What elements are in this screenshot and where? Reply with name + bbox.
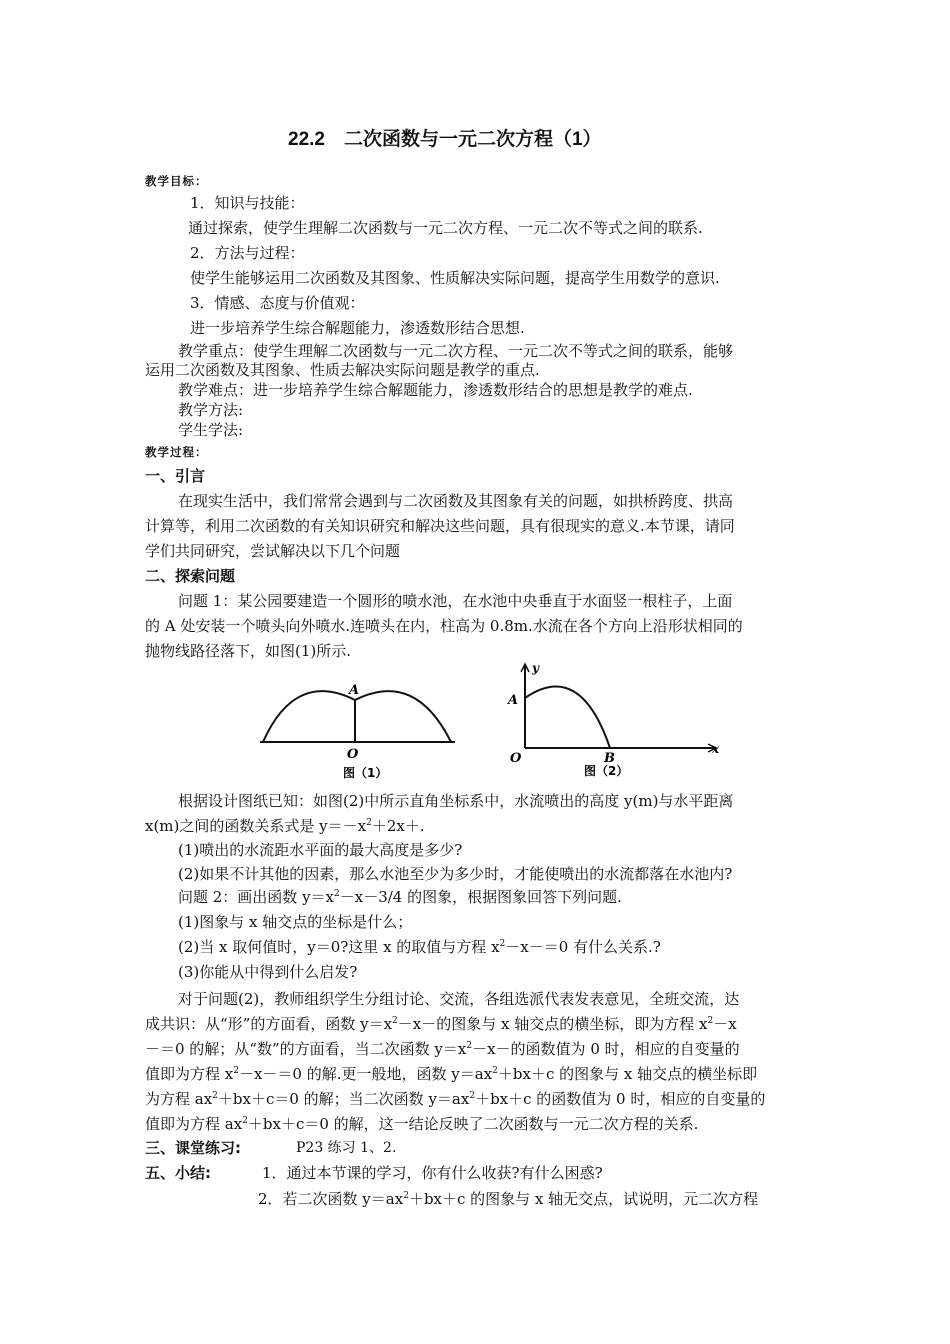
section-5-heading: 五、小结: bbox=[145, 1164, 211, 1182]
reading-line-1: 根据设计图纸已知：如图(2)中所示直角坐标系中，水流喷出的高度 y(m)与水平距离 bbox=[178, 792, 734, 810]
question-1-1: (1)喷出的水流距水平面的最大高度是多少? bbox=[178, 841, 463, 859]
key-point-line-2: 运用二次函数及其图象、性质去解决实际问题是教学的重点. bbox=[145, 361, 540, 379]
fig2-parabola bbox=[525, 687, 610, 748]
problem-2-line: 问题 2：画出函数 $y=x^2-x-3/4$ 的图象，根据图象回答下列问题. bbox=[178, 888, 622, 906]
problem-1-line-2: 的 A 处安装一个喷头向外喷水.连喷头在内，柱高为 0.8m.水流在各个方向上沿形状相同的 bbox=[145, 617, 743, 635]
discussion-line-1: 对于问题(2)，教师组织学生分组讨论、交流，各组选派代表发表意见，全班交流，达 bbox=[178, 990, 740, 1008]
goal-1-heading: 1．知识与技能： bbox=[190, 194, 305, 212]
goal-2-heading: 2．方法与过程： bbox=[190, 244, 305, 262]
goal-2-text: 使学生能够运用二次函数及其图象、性质解决实际问题，提高学生用数学的意识. bbox=[190, 269, 720, 287]
reading-line-2: x(m)之间的函数关系式是 $y=-x^2+2x+$. bbox=[145, 817, 425, 835]
discussion-line-2: 成共识：从“形”的方面看，函数 $y=x^2-x-$的图象与 x 轴交点的横坐标，即为方程 $x^2-x$ bbox=[145, 1015, 737, 1033]
discussion-line-3: －＝0 的解；从“数”的方面看，当二次函数 $y=x^2-x-$的函数值为 0 时，相应的自变量的 bbox=[145, 1040, 740, 1058]
goal-1-text: 通过探索，使学生理解二次函数与一元二次方程、一元二次不等式之间的联系. bbox=[188, 219, 703, 237]
fig1-label-a: A bbox=[349, 683, 360, 698]
problem-1-line-3: 抛物线路径落下，如图(1)所示. bbox=[145, 642, 352, 660]
section-1-heading: 一、引言 bbox=[145, 467, 206, 485]
fig2-label-o: O bbox=[510, 751, 522, 766]
page-title: 22.2 二次函数与一元二次方程（1） bbox=[288, 129, 602, 150]
discussion-line-4: 值即为方程 $x^2-x-=0$ 的解.更一般地，函数 $y=ax^2+bx+c$ 的图象与 x 轴交点的横坐标即 bbox=[145, 1065, 758, 1083]
difficulty-point: 教学难点：进一步培养学生综合解题能力，渗透数形结合的思想是教学的难点. bbox=[178, 381, 693, 399]
discussion-line-5: 为方程 $ax^2+bx+c=0$ 的解；当二次函数 $y=ax^2+bx+c$ 的函数值为 0 时，相应的自变量的 bbox=[145, 1090, 766, 1108]
summary-item-2: 2．若二次函数 $y=ax^2+bx+c$ 的图象与 x 轴无交点，试说明，元二次方程 bbox=[258, 1190, 759, 1208]
fig2-caption: 图（2） bbox=[584, 764, 629, 778]
intro-line-1: 在现实生活中，我们常常会遇到与二次函数及其图象有关的问题，如拱桥跨度、拱高 bbox=[178, 492, 734, 510]
fig2-label-b: B bbox=[604, 751, 615, 766]
question-2-3: (3)你能从中得到什么启发? bbox=[178, 963, 358, 981]
goals-label: 教学目标： bbox=[145, 174, 208, 188]
section-2-heading: 二、探索问题 bbox=[145, 567, 236, 585]
process-label: 教学过程： bbox=[145, 445, 208, 459]
figure-2 bbox=[500, 660, 730, 785]
fig1-right-arc bbox=[355, 691, 451, 742]
question-2-1: (1)图象与 x 轴交点的坐标是什么； bbox=[178, 913, 413, 931]
key-point-line-1: 教学重点：使学生理解二次函数与一元二次方程、一元二次不等式之间的联系，能够 bbox=[178, 342, 734, 360]
fig1-label-o: O bbox=[347, 747, 359, 762]
fig2-label-y: y bbox=[532, 661, 539, 675]
intro-line-3: 学们共同研究，尝试解决以下几个问题 bbox=[145, 542, 401, 560]
problem-1-line-1: 问题 1：某公园要建造一个圆形的喷水池，在水池中央垂直于水面竖一根柱子，上面 bbox=[178, 592, 733, 610]
discussion-line-6: 值即为方程 $ax^2+bx+c=0$ 的解，这一结论反映了二次函数与一元二次方程的关系. bbox=[145, 1115, 699, 1133]
section-3-heading: 三、课堂练习: bbox=[145, 1139, 241, 1157]
teaching-method: 教学方法: bbox=[178, 401, 244, 419]
question-1-2: (2)如果不计其他的因素，那么水池至少为多少时，才能使喷出的水流都落在水池内? bbox=[178, 865, 733, 883]
intro-line-2: 计算等，利用二次函数的有关知识研究和解决这些问题，具有很现实的意义.本节课，请同 bbox=[145, 517, 735, 535]
goal-3-heading: 3．情感、态度与价值观： bbox=[190, 294, 365, 312]
study-method: 学生学法: bbox=[178, 421, 244, 439]
fig1-caption: 图（1） bbox=[343, 766, 388, 780]
fig1-left-arc bbox=[263, 691, 355, 742]
question-2-2: (2)当 x 取何值时，y＝0?这里 x 的取值与方程 $x^2-x-=0$ 有什么关系.? bbox=[178, 938, 661, 956]
fig2-label-x: x bbox=[712, 742, 720, 756]
summary-item-1: 1．通过本节课的学习，你有什么收获?有什么困惑? bbox=[262, 1164, 603, 1182]
fig2-label-a: A bbox=[508, 693, 519, 708]
exercise-text: P23 练习 1、2. bbox=[296, 1140, 397, 1156]
goal-3-text: 进一步培养学生综合解题能力，渗透数形结合思想. bbox=[190, 319, 525, 337]
figure-1 bbox=[255, 670, 465, 785]
